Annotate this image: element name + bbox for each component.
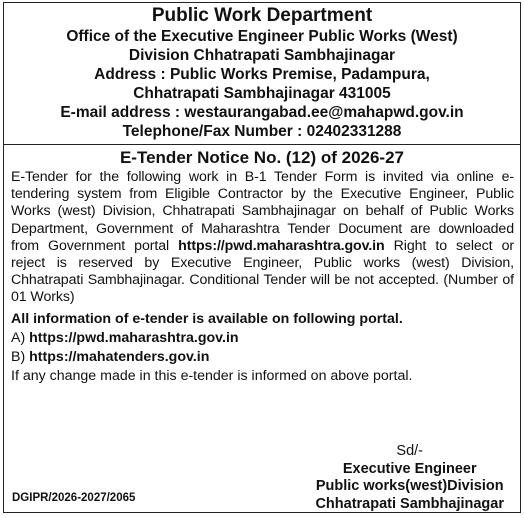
- notice-header: [4, 3, 520, 141]
- portal-item-b: [11, 349, 514, 366]
- signature-block: [315, 443, 504, 513]
- dgipr-code: DGIPR/2026-2027/2065: [12, 492, 136, 504]
- telephone-number: Telephone/Fax Number : 02402331288: [122, 123, 402, 140]
- notice-paragraph: [11, 169, 514, 307]
- signatory-location: Chhatrapati Sambhajinagar: [315, 495, 504, 512]
- division-name: Division Chhatrapati Sambhajinagar: [128, 47, 396, 64]
- portal-link-pwd[interactable]: https://pwd.maharashtra.gov.in: [29, 329, 239, 346]
- notice-title: E-Tender Notice No. (12) of 2026-27: [119, 148, 405, 167]
- signatory-division: Public works(west)Division: [315, 478, 504, 494]
- portal-heading: All information of e-tender is available on following portal.: [11, 310, 403, 327]
- notice-text-part-2: Right to select or reject is reserved by Executive Engineer, Public works (west) Division, Chhatrapati Sambhajinagar. Conditional Tender will be not accepted. (Number of 01 Works): [11, 237, 515, 306]
- change-note: If any change made in this e-tender is informed on above portal.: [11, 368, 413, 385]
- office-name: Office of the Executive Engineer Public Works (West): [66, 28, 458, 45]
- signatory-designation: Executive Engineer: [342, 460, 477, 477]
- portal-link-mahatenders[interactable]: https://mahatenders.gov.in: [29, 349, 210, 366]
- email-address: E-mail address : westaurangabad.ee@mahapwd.gov.in: [60, 104, 464, 121]
- notice-portal-link[interactable]: https://pwd.maharashtra.gov.in: [178, 237, 385, 254]
- department-title: Public Work Department: [151, 5, 373, 26]
- signature-sd: Sd/-: [396, 443, 424, 459]
- portal-prefix: B): [11, 349, 26, 366]
- tender-notice: [3, 2, 521, 513]
- address-line-1: Address : Public Works Premise, Padampura,: [94, 66, 430, 83]
- portal-item-a: [11, 330, 514, 347]
- portal-prefix: A): [11, 329, 26, 346]
- notice-text-part-1: E-Tender for the following work in B-1 Tender Form is invited via online e-tendering system from Eligible Contractor by the Executive Engineer, Public Works (west) Division, Chhatrapati Sambhajinagar on behalf of Public Works Department, Government of Maharashtra Tender Document are downloaded from Government portal: [11, 169, 514, 254]
- notice-body: [4, 169, 520, 385]
- address-line-2: Chhatrapati Sambhajinagar 431005: [133, 85, 391, 102]
- header-divider: [4, 144, 520, 145]
